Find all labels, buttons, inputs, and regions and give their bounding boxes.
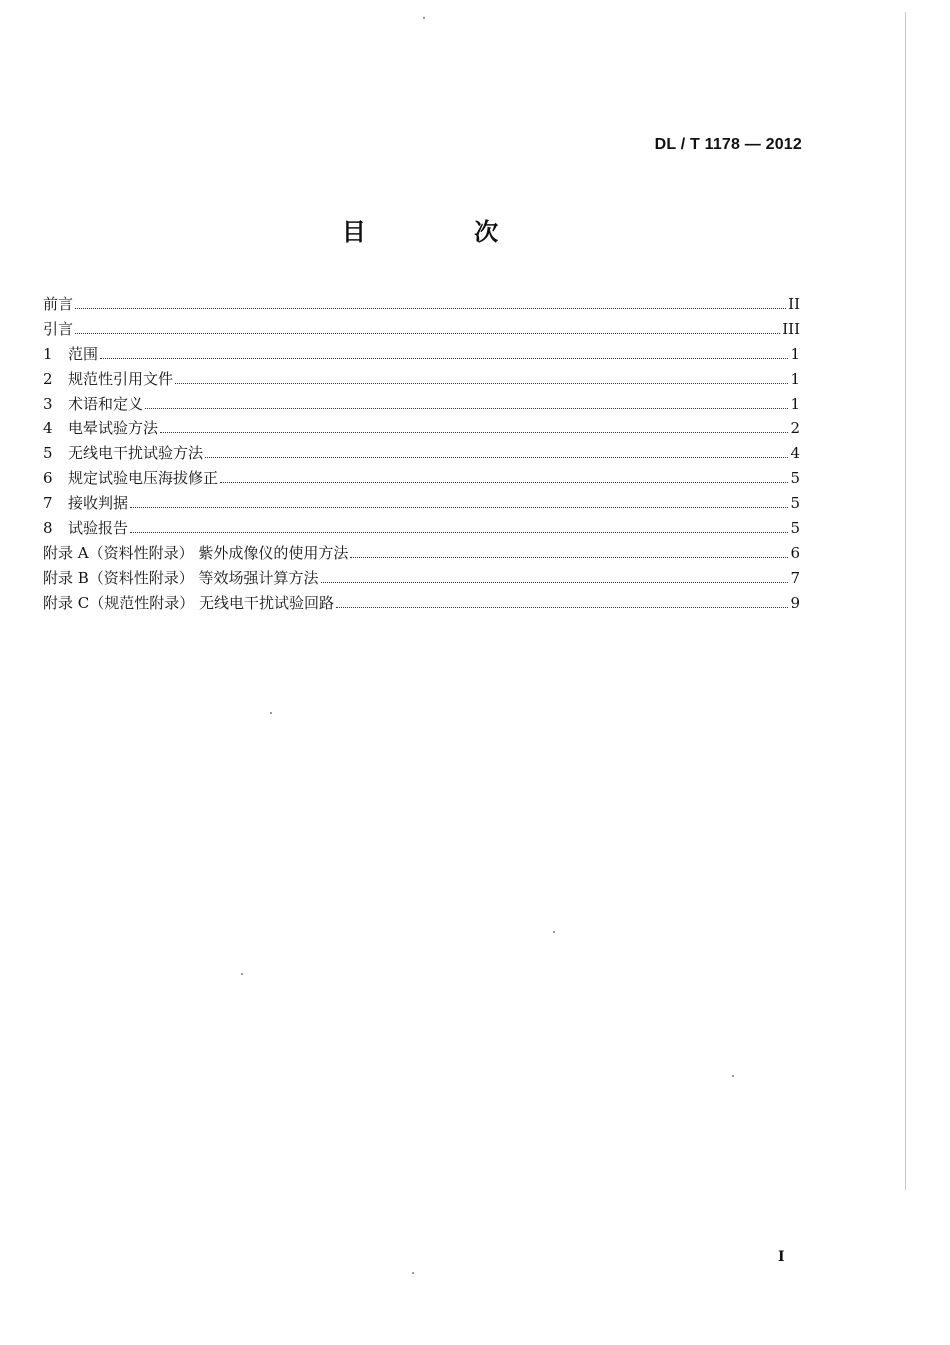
- toc-entry-number: 5: [43, 444, 53, 463]
- toc-entry-page: 2: [790, 419, 800, 438]
- toc-entry-label: 无线电干扰试验方法: [68, 444, 204, 463]
- scan-edge-line: [905, 12, 906, 1190]
- toc-entry-label: 附录 C（规范性附录） 无线电干扰试验回路: [43, 593, 335, 612]
- standard-code: DL / T 1178 — 2012: [654, 136, 802, 153]
- toc-entry-introduction[interactable]: [43, 317, 800, 342]
- toc-entry-page: 4: [790, 444, 800, 463]
- toc-entry-terms[interactable]: [43, 392, 800, 417]
- toc-entry-altitude-correction[interactable]: [43, 466, 800, 491]
- scan-speck: [553, 931, 555, 933]
- toc-entry-number: 6: [43, 469, 53, 488]
- leader-dots: [336, 607, 788, 608]
- toc-entry-scope[interactable]: [43, 342, 800, 367]
- toc-entry-page: 5: [790, 494, 800, 513]
- toc-entry-appendix-b[interactable]: [43, 566, 800, 591]
- leader-dots: [321, 582, 789, 583]
- toc-entry-page: 1: [790, 394, 800, 413]
- toc-entry-page: 5: [790, 469, 800, 488]
- toc-entry-number: 4: [43, 419, 53, 438]
- toc-entry-appendix-a[interactable]: [43, 541, 800, 566]
- table-of-contents: [43, 292, 800, 616]
- leader-dots: [130, 532, 788, 533]
- leader-dots: [160, 432, 788, 433]
- leader-dots: [145, 408, 788, 409]
- toc-entry-appendix-c[interactable]: [43, 591, 800, 616]
- toc-entry-foreword[interactable]: [43, 292, 800, 317]
- toc-entry-page: 9: [790, 593, 800, 612]
- toc-entry-label: 前言: [43, 295, 74, 313]
- leader-dots: [220, 482, 788, 483]
- toc-entry-page: II: [788, 295, 800, 313]
- leader-dots: [75, 333, 780, 334]
- toc-entry-radio-interference-test[interactable]: [43, 441, 800, 466]
- leader-dots: [350, 557, 788, 558]
- scan-speck: [241, 973, 243, 975]
- toc-entry-number: 3: [43, 394, 53, 413]
- toc-entry-label: 附录 A（资料性附录） 紫外成像仪的使用方法: [43, 543, 349, 562]
- toc-entry-page: III: [782, 319, 800, 338]
- toc-entry-page: 6: [790, 543, 800, 562]
- leader-dots: [175, 383, 788, 384]
- page-number: I: [778, 1249, 785, 1265]
- leader-dots: [205, 457, 788, 458]
- scan-speck: [412, 1272, 414, 1274]
- toc-entry-label: 接收判据: [68, 494, 129, 513]
- toc-entry-test-report[interactable]: [43, 516, 800, 541]
- toc-entry-page: 5: [790, 519, 800, 538]
- leader-dots: [75, 308, 786, 309]
- toc-entry-page: 1: [790, 369, 800, 388]
- toc-entry-number: 1: [43, 344, 53, 363]
- toc-entry-normative-references[interactable]: [43, 367, 800, 392]
- toc-entry-label: 试验报告: [68, 519, 129, 538]
- scan-speck: [423, 17, 425, 19]
- toc-entry-page: 7: [790, 568, 800, 587]
- toc-entry-label: 术语和定义: [68, 394, 144, 413]
- toc-entry-label: 规定试验电压海拔修正: [68, 469, 219, 488]
- leader-dots: [130, 507, 788, 508]
- toc-entry-label: 电晕试验方法: [68, 419, 159, 438]
- toc-entry-number: 8: [43, 519, 53, 538]
- toc-entry-acceptance-criteria[interactable]: [43, 491, 800, 516]
- toc-entry-label: 引言: [43, 319, 74, 338]
- toc-entry-number: 7: [43, 494, 53, 513]
- page-title: 目 次: [341, 218, 549, 246]
- leader-dots: [100, 358, 788, 359]
- scan-speck: [732, 1075, 734, 1077]
- toc-entry-label: 范围: [68, 344, 99, 363]
- toc-entry-corona-test[interactable]: [43, 416, 800, 441]
- toc-entry-page: 1: [790, 344, 800, 363]
- toc-entry-label: 附录 B（资料性附录） 等效场强计算方法: [43, 568, 319, 587]
- toc-entry-label: 规范性引用文件: [68, 369, 174, 388]
- toc-entry-number: 2: [43, 369, 53, 388]
- scan-speck: [270, 712, 272, 714]
